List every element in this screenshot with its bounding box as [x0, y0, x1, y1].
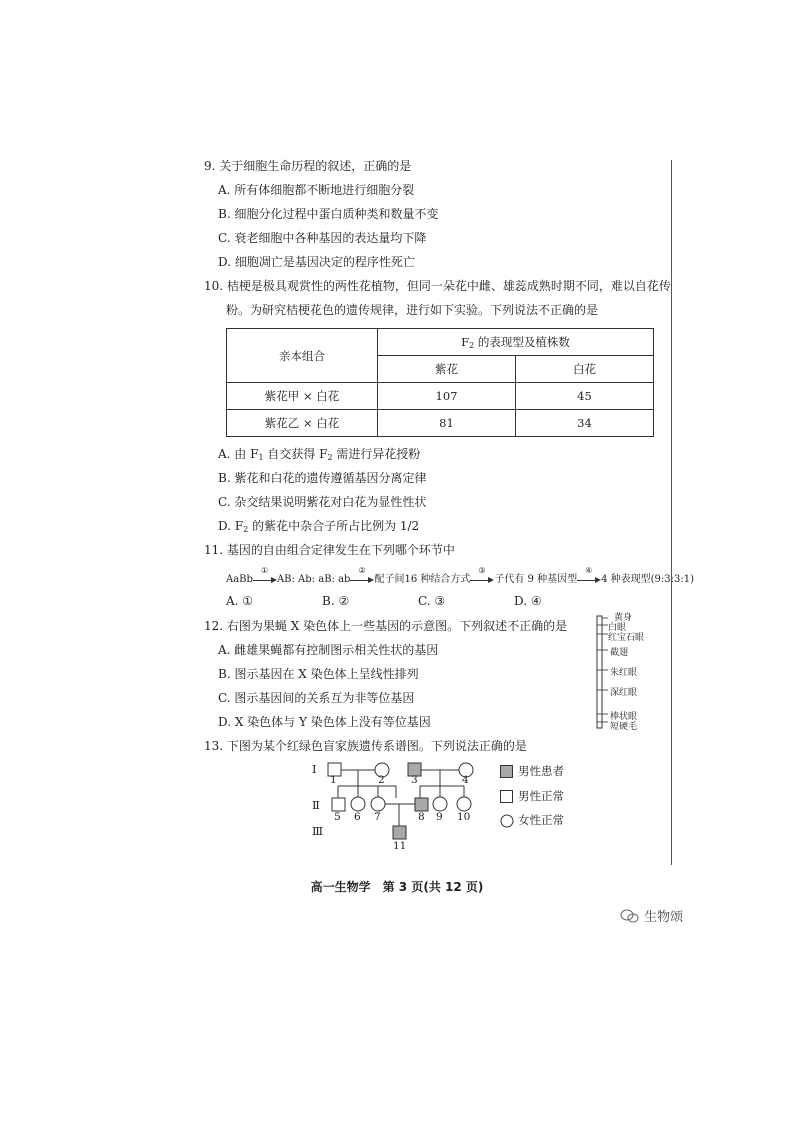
legend-normal-male: 男性正常 [518, 789, 564, 803]
individual-id: 5 [334, 811, 341, 823]
arrow-3: ③ [470, 575, 494, 585]
affected-male-icon [500, 765, 514, 779]
gene-label: 朱红眼 [610, 668, 638, 678]
cell-purple: 107 [378, 383, 516, 410]
arrow-2: ② [350, 575, 374, 585]
header-f2: $F_2$ 的表现型及植株数 [378, 329, 654, 356]
gene-label: 深红眼 [610, 688, 638, 698]
gene-label: 黄身 [614, 613, 633, 623]
individual-id: 4 [462, 774, 469, 786]
individual-id: 6 [354, 811, 361, 823]
q11-option-c: C. ③ [418, 594, 446, 608]
q9-option-c: C. 衰老细胞中各种基因的表达量均下降 [218, 231, 427, 245]
individual-id: 3 [411, 774, 418, 786]
individual-id: 10 [457, 811, 471, 823]
q9-option-d: D. 细胞凋亡是基因决定的程序性死亡 [218, 255, 415, 269]
q11-option-d: D. ④ [514, 594, 542, 608]
q10-option-d: D. $F_2$ 的紫花中杂合子所占比例为 1/2 [218, 519, 420, 534]
q9-option-b: B. 细胞分化过程中蛋白质种类和数量不变 [218, 207, 439, 221]
q10-stem-line2: 粉。为研究桔梗花色的遗传规律，进行如下实验。下列说法不正确的是 [226, 303, 599, 317]
table-row [227, 410, 654, 437]
flow-step-1: AB: Ab: aB: ab [276, 574, 351, 585]
q12-stem: 12. 右图为果蝇 X 染色体上一些基因的示意图。下列叙述不正确的是 [204, 619, 568, 633]
arrow-4: ④ [577, 575, 601, 585]
generation-label: Ⅰ [312, 762, 317, 776]
cell-purple: 81 [378, 410, 516, 437]
q12-option-b: B. 图示基因在 X 染色体上呈线性排列 [218, 667, 419, 681]
wechat-icon [620, 909, 640, 923]
header-parent-cross: 亲本组合 [227, 329, 378, 383]
table-row [227, 383, 654, 410]
header-purple: 紫花 [378, 356, 516, 383]
gene-label: 红宝石眼 [608, 633, 645, 643]
individual-id: 7 [374, 811, 381, 823]
q12-option-d: D. X 染色体与 Y 染色体上没有等位基因 [218, 715, 431, 729]
flow-step-3: 子代有 9 种基因型 [494, 574, 578, 585]
cell-white: 34 [515, 410, 653, 437]
normal-male-icon [500, 790, 514, 804]
q9-stem: 9. 关于细胞生命历程的叙述，正确的是 [204, 159, 412, 173]
flow-step-0: AaBb [226, 574, 253, 585]
q12-option-a: A. 雌雄果蝇都有控制图示相关性状的基因 [218, 643, 439, 657]
flow-step-2: 配子间16 种结合方式 [374, 574, 471, 585]
pedigree-diagram [310, 760, 610, 860]
q9-option-a: A. 所有体细胞都不断地进行细胞分裂 [218, 183, 415, 197]
cell-white: 45 [515, 383, 653, 410]
f2-results-table [226, 328, 654, 437]
q10-stem-line1: 10. 桔梗是极具观赏性的两性花植物，但同一朵花中雌、雄蕊成熟时期不同，难以自花传 [204, 279, 671, 293]
individual-id: 2 [378, 774, 385, 786]
q11-option-b: B. ② [322, 594, 350, 608]
gene-label: 短硬毛 [610, 722, 638, 732]
gene-label: 棒状眼 [610, 712, 638, 722]
individual-id: 11 [393, 840, 407, 852]
watermark [620, 906, 683, 925]
legend-affected-male: 男性患者 [518, 764, 564, 778]
header-white: 白花 [515, 356, 653, 383]
pedigree-chart [310, 760, 610, 860]
generation-label: Ⅱ [312, 798, 320, 812]
q10-option-c: C. 杂交结果说明紫花对白花为显性性状 [218, 495, 427, 509]
individual-id: 1 [330, 774, 337, 786]
q10-option-b: B. 紫花和白花的遗传遵循基因分离定律 [218, 471, 427, 485]
gene-label: 截翅 [610, 648, 629, 658]
q11-stem: 11. 基因的自由组合定律发生在下列哪个环节中 [204, 543, 455, 557]
cell-cross: 紫花乙 × 白花 [227, 410, 378, 437]
normal-female-icon [500, 814, 514, 828]
x-chromosome-figure [594, 612, 674, 732]
q10-option-a: A. 由 $F_1$ 自交获得 $F_2$ 需进行异花授粉 [218, 447, 421, 462]
flow-step-4: 4 种表现型(9:3:3:1) [601, 574, 694, 585]
page-footer: 高一生物学 第 3 页(共 12 页) [310, 880, 484, 894]
individual-id: 9 [436, 811, 443, 823]
arrow-1: ① [253, 575, 277, 585]
generation-label: Ⅲ [312, 824, 324, 838]
q13-stem: 13. 下图为某个红绿色盲家族遗传系谱图。下列说法正确的是 [204, 739, 527, 753]
gene-label: 白眼 [608, 623, 627, 633]
column-divider [671, 160, 672, 865]
cell-cross: 紫花甲 × 白花 [227, 383, 378, 410]
q11-flow [226, 565, 694, 585]
watermark-text: 生物颂 [644, 910, 684, 925]
q12-option-c: C. 图示基因间的关系互为非等位基因 [218, 691, 415, 705]
legend-normal-female: 女性正常 [518, 813, 564, 827]
q11-option-a: A. ① [226, 594, 254, 608]
individual-id: 8 [418, 811, 425, 823]
